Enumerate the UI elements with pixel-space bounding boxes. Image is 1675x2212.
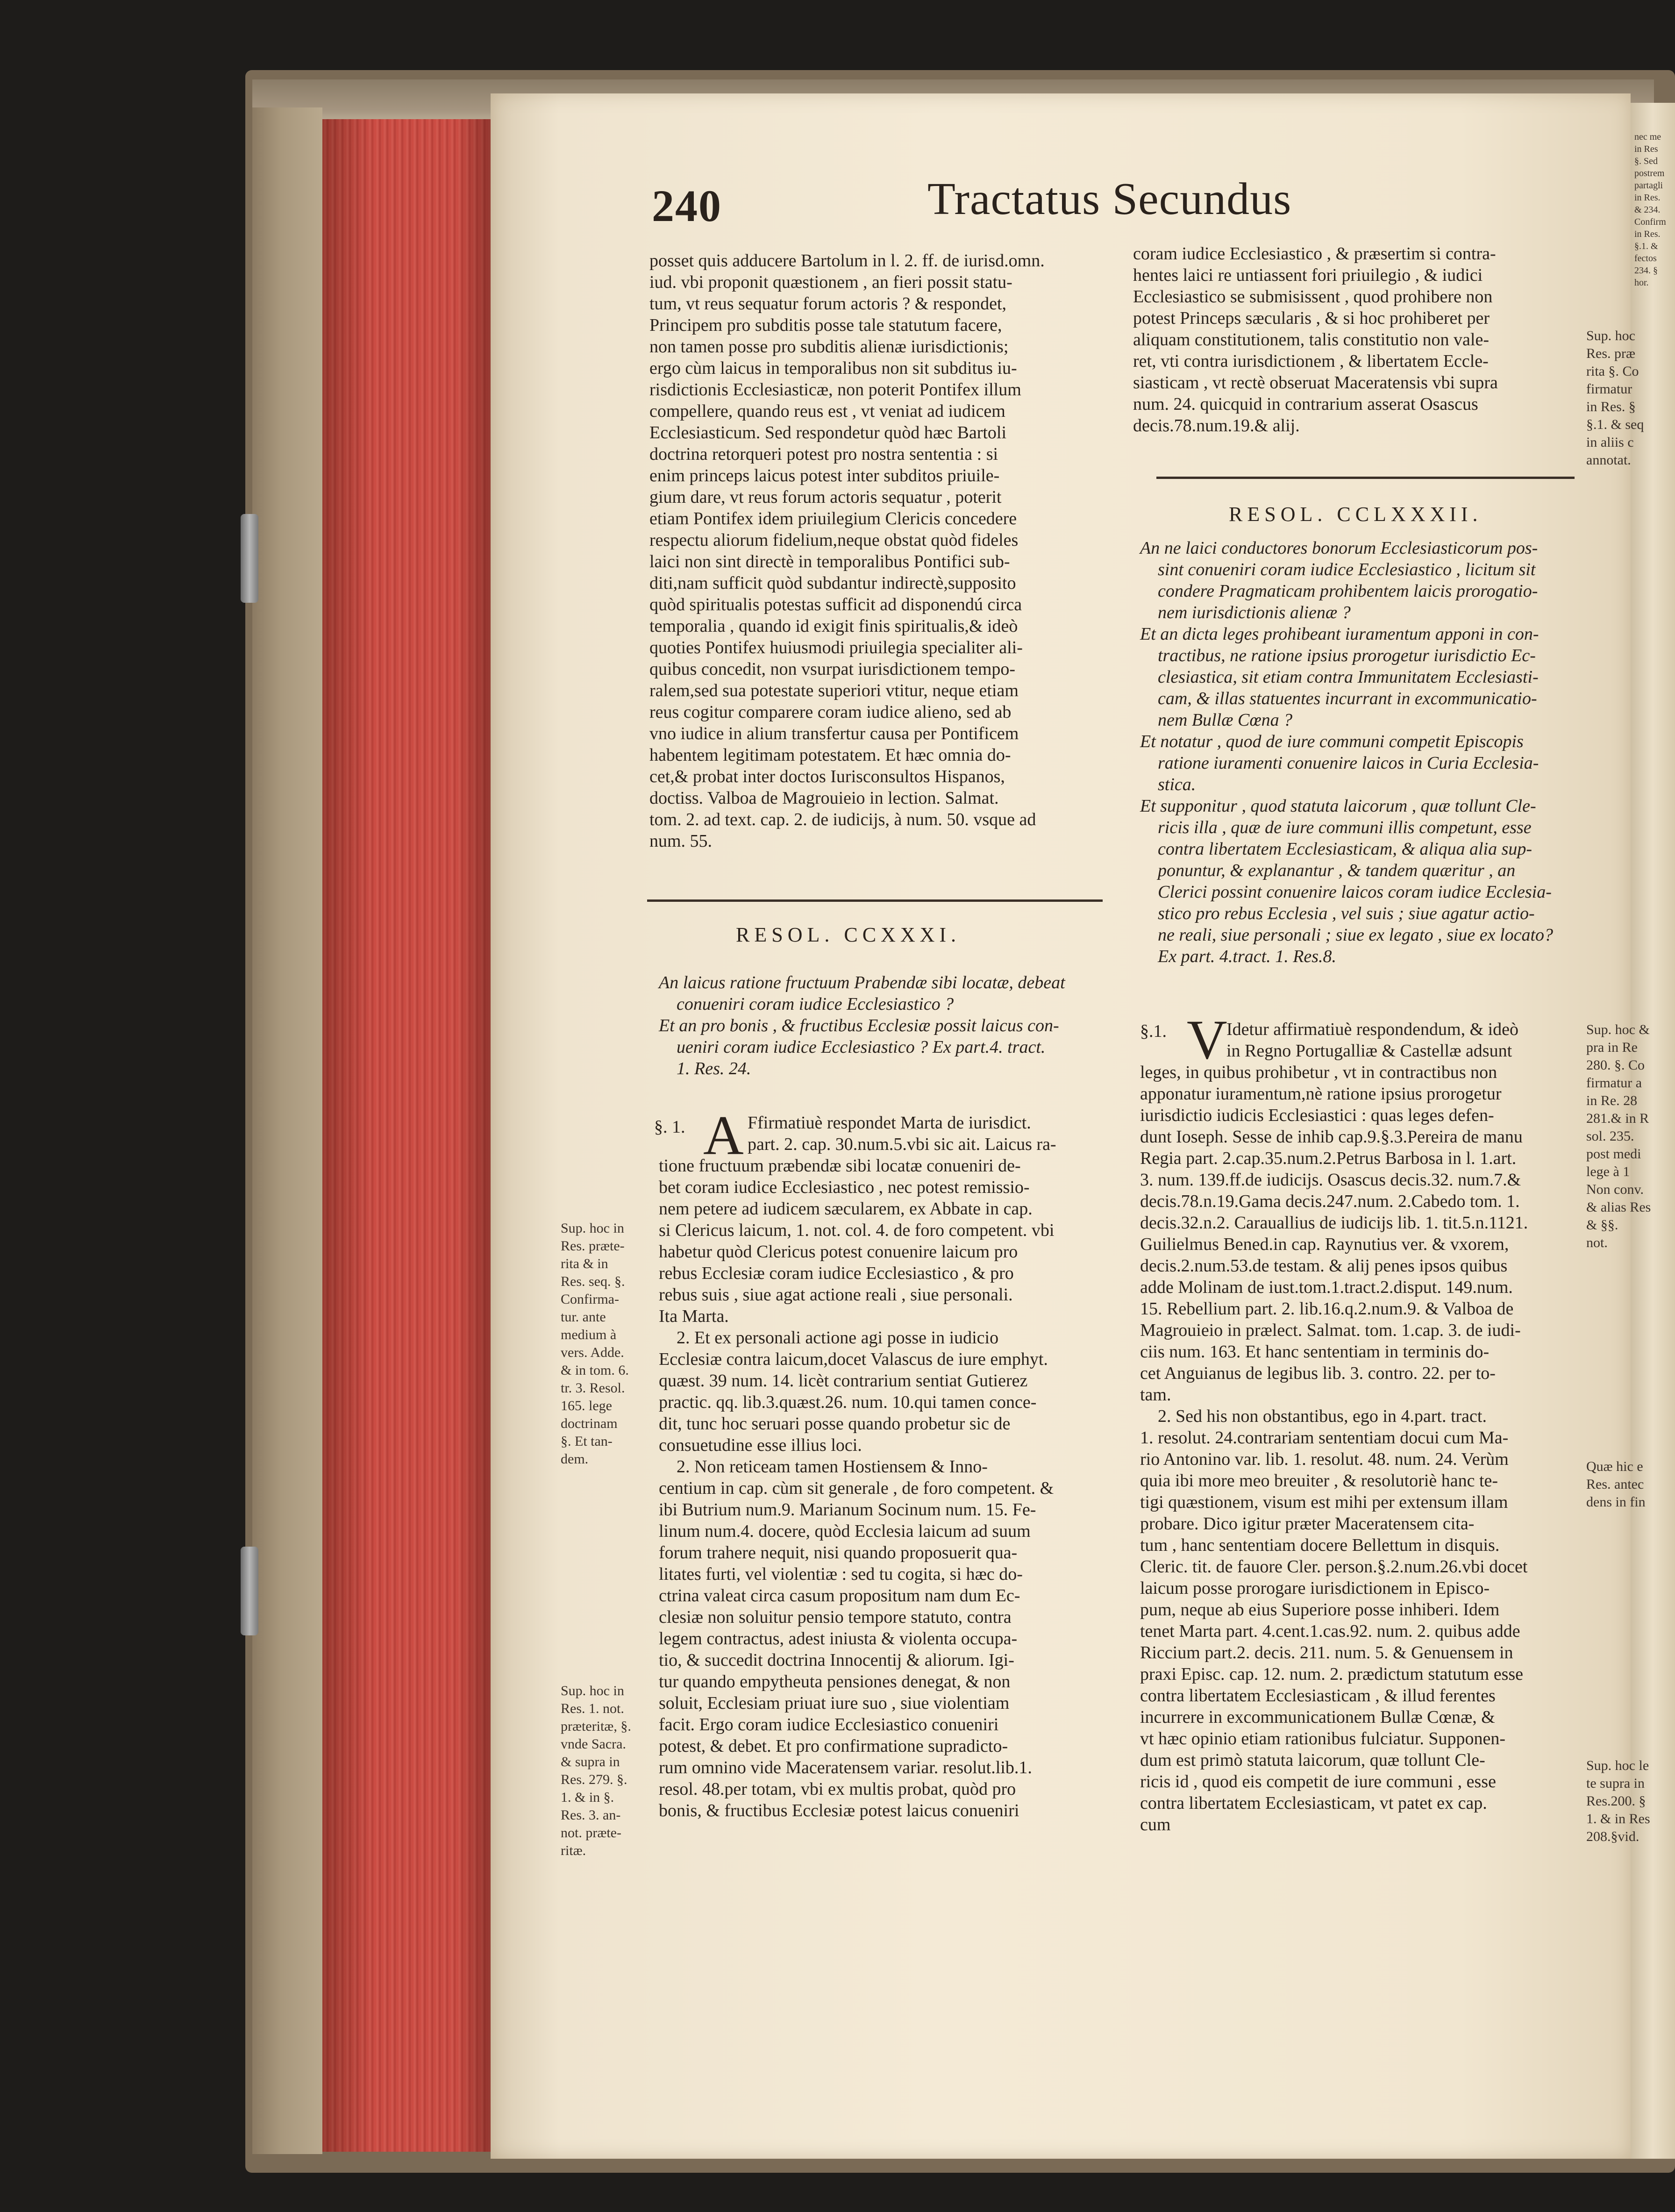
binding-clasp-upper	[241, 514, 258, 603]
left-resol-heading: RESOL. CCXXXI.	[736, 923, 961, 946]
left-margin-note-2: Sup. hoc in Res. 1. not. præteritæ, §. vnde Sacra. & supra in Res. 279. §. 1. & in §. Res. 3. an- not. præte- ritæ.	[561, 1683, 631, 1858]
red-page-edges-shading	[322, 119, 491, 2152]
left-body-first: Ffirmatiuè respondet Marta de iurisdict. part. 2. cap. 30.num.5.vbi sic ait. Laicus ra-	[748, 1113, 1056, 1154]
right-column-rule	[1156, 477, 1575, 479]
book-spine-edge	[252, 107, 322, 2154]
page-title: Tractatus Secundus	[927, 174, 1292, 224]
binding-clasp-lower	[241, 1547, 258, 1635]
right-dropcap: V	[1187, 1008, 1227, 1070]
right-body-first: Idetur affirmatiuè respondendum, & ideò in Regno Portugalliæ & Castellæ adsunt	[1226, 1020, 1519, 1061]
left-margin-note-1: Sup. hoc in Res. præte- rita & in Res. seq. §. Confirma- tur. ante medium à vers. Adde. & in tom. 6. tr. 3. Resol. 165. lege doctrinam §. Et tan- dem.	[561, 1220, 629, 1467]
right-section-label: §.1.	[1140, 1021, 1167, 1041]
left-section-label: §. 1.	[654, 1117, 685, 1137]
left-body-text: tione fructuum præbendæ sibi locatæ conueniri de- bet coram iudice Ecclesiastico , nec potest remissio- nem petere ad iudicem sæcularem, ex Abbate in cap. si Clericus laicum, 1. not. col. 4. de foro competent. vbi habetur quòd Clericus potest conuenire laicum pro rebus Ecclesiæ coram iudice Ecclesiastico , & pro rebus suis , siue agat actione reali , siue personali. Ita Marta. 2. Et ex personali actione agi posse in iudicio Ecclesiæ contra laicum,docet Valascus de iure emphyt. quæst. 39 num. 14. licèt contrarium sentiat Gutierez practic. qq. lib.3.quæst.26. num. 10.qui tamen conce- dit, tunc hoc seruari posse quando probetur sic de consuetudine esse illius loci. 2. Non reticeam tamen Hostiensem & Inno- centium in cap. cùm sit generale , de foro competent. & ibi Butrium num.9. Marianum Socinum num. 15. Fe- linum num.4. docere, quòd Ecclesia laicum ad suum forum trahere nequit, nisi quando proposuerit qua- litates furti, vel violentiæ : sed tu cogita, si hæc do- ctrina valeat circa casum propositum nam dum Ec- clesiæ non soluitur pensio tempore statuto, contra legem contractus, adest iniusta & violenta occupa- tio, & succedit doctrina Innocentij & aliorum. Igi- tur quando empytheuta pensiones denegat, & non soluit, Ecclesiam priuat iure suo , siue violentiam facit. Ergo coram iudice Ecclesiastico conueniri potest, & debet. Et pro confirmatione supradicto- rum omnino vide Maceratensem variar. resolut.lib.1. resol. 48.per totam, vbi ex multis probat, quòd pro bonis, & fructibus Ecclesiæ potest laicus conueniri	[659, 1156, 1055, 1820]
left-column-rule	[647, 899, 1103, 902]
right-margin-note-2: Sup. hoc & pra in Re 280. §. Co firmatur a in Re. 28 281.& in R sol. 235. post medi lege à 1 Non conv. & alias Res & §§. not.	[1586, 1022, 1651, 1250]
facing-page-fragment: nec me in Res §. Sed postrem partagli in Res. & 234. Confirm in Res. §.1. & fectos 234. § hor.	[1634, 132, 1666, 288]
right-resol-heading: RESOL. CCLXXXII.	[1229, 503, 1483, 526]
right-questions: An ne laici conductores bonorum Ecclesiasticorum pos- sint conueniri coram iudice Ecclesiastico , licitum sit condere Pragmaticam prohibentem laicis prorogatio- nem iurisdictionis alienæ ? Et an dicta leges prohibeant iuramentum apponi in con- tractibus, ne ratione ipsius prorogetur iurisdictio Ec- clesiastica, sit etiam contra Immunitatem Ecclesiasti- cam, & illas statuentes incurrant in excommunicatio- nem Bullæ Cœna ? Et notatur , quod de iure communi competit Episcopis ratione iuramenti conuenire laicos in Curia Ecclesia- stica. Et supponitur , quod statuta laicorum , quæ tollunt Cle- ricis illa , quæ de iure communi illis competunt, esse contra libertatem Ecclesiasticam, & aliqua alia sup- ponuntur, & explanantur , & tandem quæritur , an Clerici possint conuenire laicos coram iudice Ecclesia- stico pro rebus Ecclesia , vel suis ; siue agatur actio- ne reali, siue personali ; siue ex legato , siue ex locato? Ex part. 4.tract. 1. Res.8.	[1140, 538, 1554, 966]
right-body-text: leges, in quibus prohibetur , vt in contractibus non apponatur iuramentum,nè ratione ipsius prorogetur iurisdictio iudicis Ecclesiastici : quas leges defen- dunt Ioseph. Sesse de inhib cap.9.§.3.Pereira de manu Regia part. 2.cap.35.num.2.Petrus Barbosa in l. 1.art. 3. num. 139.ff.de iudicijs. Osascus decis.32. num.7.& decis.78.n.19.Gama decis.247.num. 2.Cabedo tom. 1. decis.32.n.2. Carauallius de iudicijs lib. 1. tit.5.n.1121. Guilielmus Bened.in cap. Raynutius ver. & vxorem, decis.2.num.53.de testam. & alij penes ipsos quibus adde Molinam de iust.tom.1.tract.2.disput. 149.num. 15. Rebellium part. 2. lib.16.q.2.num.9. & Valboa de Magrouieio in prælect. Salmat. tom. 1.cap. 3. de iudi- ciis num. 163. Et hanc sententiam in terminis do- cet Anguianus de legibus lib. 3. contro. 22. per to- tam. 2. Sed his non obstantibus, ego in 4.part. tract. 1. resolut. 24.contrariam sententiam docui cum Ma- rio Antonino var. lib. 1. resolut. 48. num. 24. Verùm quia ibi more meo breuiter , & resolutoriè hanc te- tigi quæstionem, visum est mihi per extensum illam probare. Dico igitur præter Maceratensem cita- tum , hanc sententiam docere Bellettum in disquis. Cleric. tit. de fauore Cler. person.§.2.num.26.vbi docet laicum posse prorogare iurisdictionem in Episco- pum, neque ab eius Superiore posse inhiberi. Idem tenet Marta part. 4.cent.1.cas.92. num. 2. quibus adde Riccium part.2. decis. 211. num. 5. & Genuensem in praxi Episc. cap. 12. num. 2. prædictum statutum esse contra libertatem Ecclesiasticam , & illud ferentes incurrere in excommunicationem Bullæ Cœnæ, & vt hæc opinio etiam rationibus fulciatur. Supponen- dum est primò statuta laicorum, quæ tollunt Cle- ricis id , quod eis competit de iure communi , esse contra libertatem Ecclesiasticam, vt patet ex cap. cum	[1140, 1063, 1528, 1834]
left-column-top-text: posset quis adducere Bartolum in l. 2. ff. de iurisd.omn. iud. vbi proponit quæstionem , an fieri possit statu- tum, vt reus sequatur forum actoris ? & respondet, Principem pro subditis posse tale statutum facere, non tamen posse pro subditis alienæ iurisdictionis; ergo cùm laicus in temporalibus non sit subditus iu- risdictionis Ecclesiasticæ, non poterit Pontifex illum compellere, quando reus est , vt veniat ad iudicem Ecclesiasticum. Sed respondetur quòd hæc Bartoli doctrina retorqueri potest pro nostra sententia : si enim princeps laicus potest inter subditos priuile- gium dare, vt reus forum actoris sequatur , poterit etiam Pontifex idem priuilegium Clericis concedere respectu aliorum fidelium,neque obstat quòd fideles laici non sint directè in temporalibus Pontifici sub- diti,nam sufficit quòd subdantur indirectè,supposito quòd spiritualis potestas sufficit ad disponendú circa temporalia , quando id exigit finis spiritualis,& ideò quoties Pontifex huiusmodi priuilegia specialiter ali- quibus concedit, non vsurpat iurisdictionem tempo- ralem,sed sua potestate superiori vtitur, neque etiam reus cogitur comparere coram iudice alieno, sed ab vno iudice in alium transfertur causa per Pontificem habentem legitimam potestatem. Et hæc omnia do- cet,& probat inter doctos Iurisconsultos Hispanos, doctiss. Valboa de Magrouieio in lection. Salmat. tom. 2. ad text. cap. 2. de iudicijs, à num. 50. vsque ad num. 55.	[649, 251, 1045, 851]
left-questions: An laicus ratione fructuum Prabendæ sibi locatæ, debeat conueniri coram iudice Ecclesiastico ? Et an pro bonis , & fructibus Ecclesiæ possit laicus con- ueniri coram iudice Ecclesiastico ? Ex part.4. tract. 1. Res. 24.	[659, 973, 1065, 1078]
right-margin-note-1: Sup. hoc Res. præ rita §. Co firmatur in Res. § §.1. & seq in aliis c annotat.	[1586, 328, 1644, 468]
right-margin-note-4: Sup. hoc le te supra in Res.200. § 1. & in Res 208.§vid.	[1586, 1758, 1650, 1844]
page-number: 240	[652, 181, 722, 231]
right-margin-note-3: Quæ hic e Res. antec dens in fin	[1586, 1459, 1646, 1510]
right-column-top-text: coram iudice Ecclesiastico , & præsertim si contra- hentes laici re untiassent fori priuilegio , & iudici Ecclesiastico se submisissent , quod prohibere non potest Princeps sæcularis , & si hoc prohiberet per aliquam constitutionem, talis constitutio non vale- ret, vti contra iurisdictionem , & libertatem Eccle- siasticam , vt rectè obseruat Maceratensis vbi supra num. 24. quicquid in contrarium asserat Osascus decis.78.num.19.& alij.	[1133, 244, 1498, 435]
left-dropcap: A	[703, 1104, 744, 1166]
